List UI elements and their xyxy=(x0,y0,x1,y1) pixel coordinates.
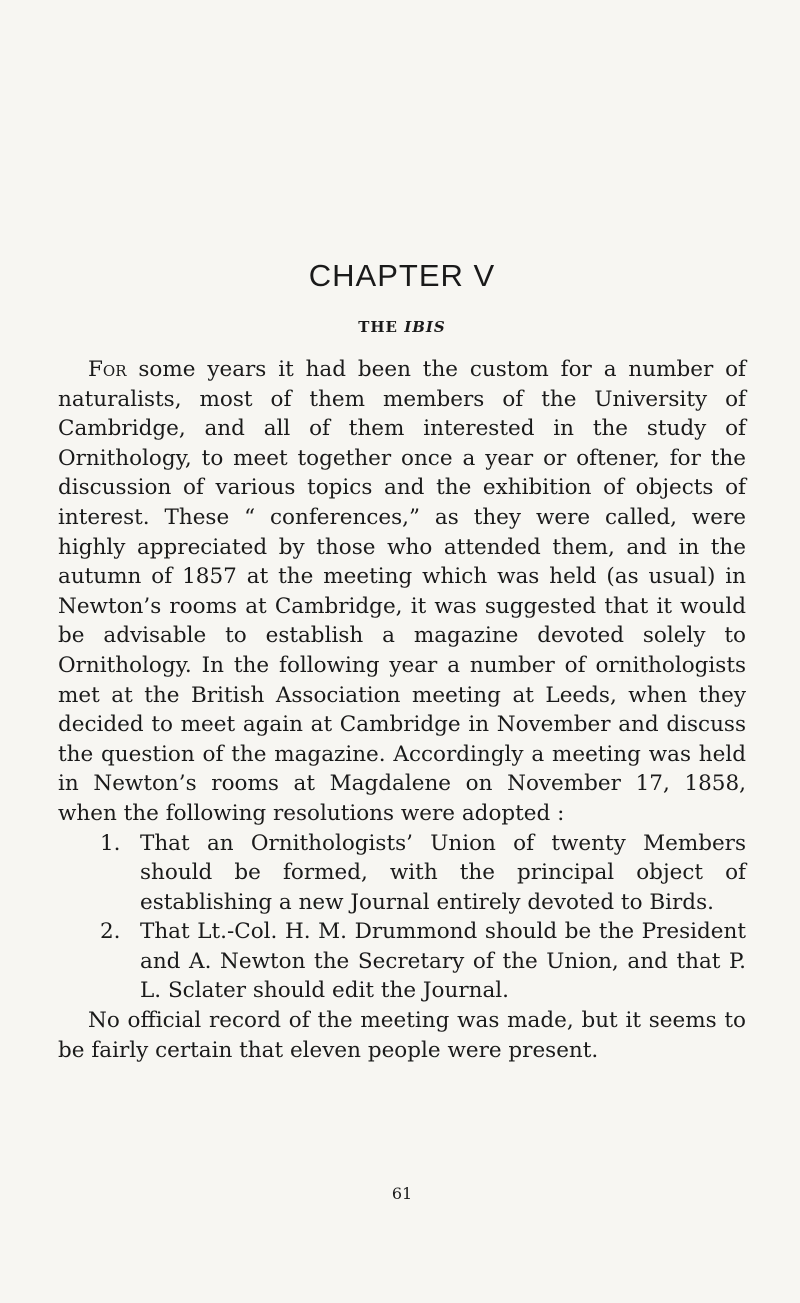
resolution-number: 2. xyxy=(100,919,121,945)
resolution-number: 1. xyxy=(100,830,121,856)
subtitle-prefix: THE xyxy=(358,318,405,336)
chapter-body xyxy=(58,355,746,1065)
subtitle-italic: IBIS xyxy=(404,318,446,336)
paragraph-1-opening: For xyxy=(88,357,127,382)
page-number: 61 xyxy=(391,1184,413,1203)
resolution-item xyxy=(58,829,746,918)
chapter-title: CHAPTER V xyxy=(308,258,496,293)
paragraph-1-text: some years it had been the custom for a number of naturalists, most of them members of the University of Cambridge, and all of them interested in the study of Ornithology, to meet together once a year or oftener, for the discussion of various topics and the exhibition of objects of interest. These “ conferences,” as they were called, were highly appreciated by those who attended them, and in the autumn of 1857 at the meeting which was held (as usual) in Newton’s rooms at Cambridge, it was suggested that it would be advisable to establish a magazine devoted solely to Ornithology. In the following year a number of ornithologists met at the British Association meeting at Leeds, when they decided to meet again at Cambridge in November and discuss the question of the magazine. Accordingly a meeting was held in Newton’s rooms at Magdalene on November 17, 1858, when the following resolutions were adopted : xyxy=(58,357,746,826)
chapter-subtitle xyxy=(58,318,746,336)
resolutions-list xyxy=(58,829,746,1007)
resolution-text: That an Ornithologists’ Union of twenty Members should be formed, with the principal object of establishing a new Journal entirely devoted to Birds. xyxy=(140,830,746,915)
resolution-item xyxy=(58,917,746,1006)
paragraph-2: No official record of the meeting was made, but it seems to be fairly certain that eleven people were present. xyxy=(58,1008,746,1063)
resolution-text: That Lt.-Col. H. M. Drummond should be the President and A. Newton the Secretary of the Union, and that P. L. Sclater should edit the Journal. xyxy=(140,919,746,1004)
paragraph-1 xyxy=(58,355,746,829)
